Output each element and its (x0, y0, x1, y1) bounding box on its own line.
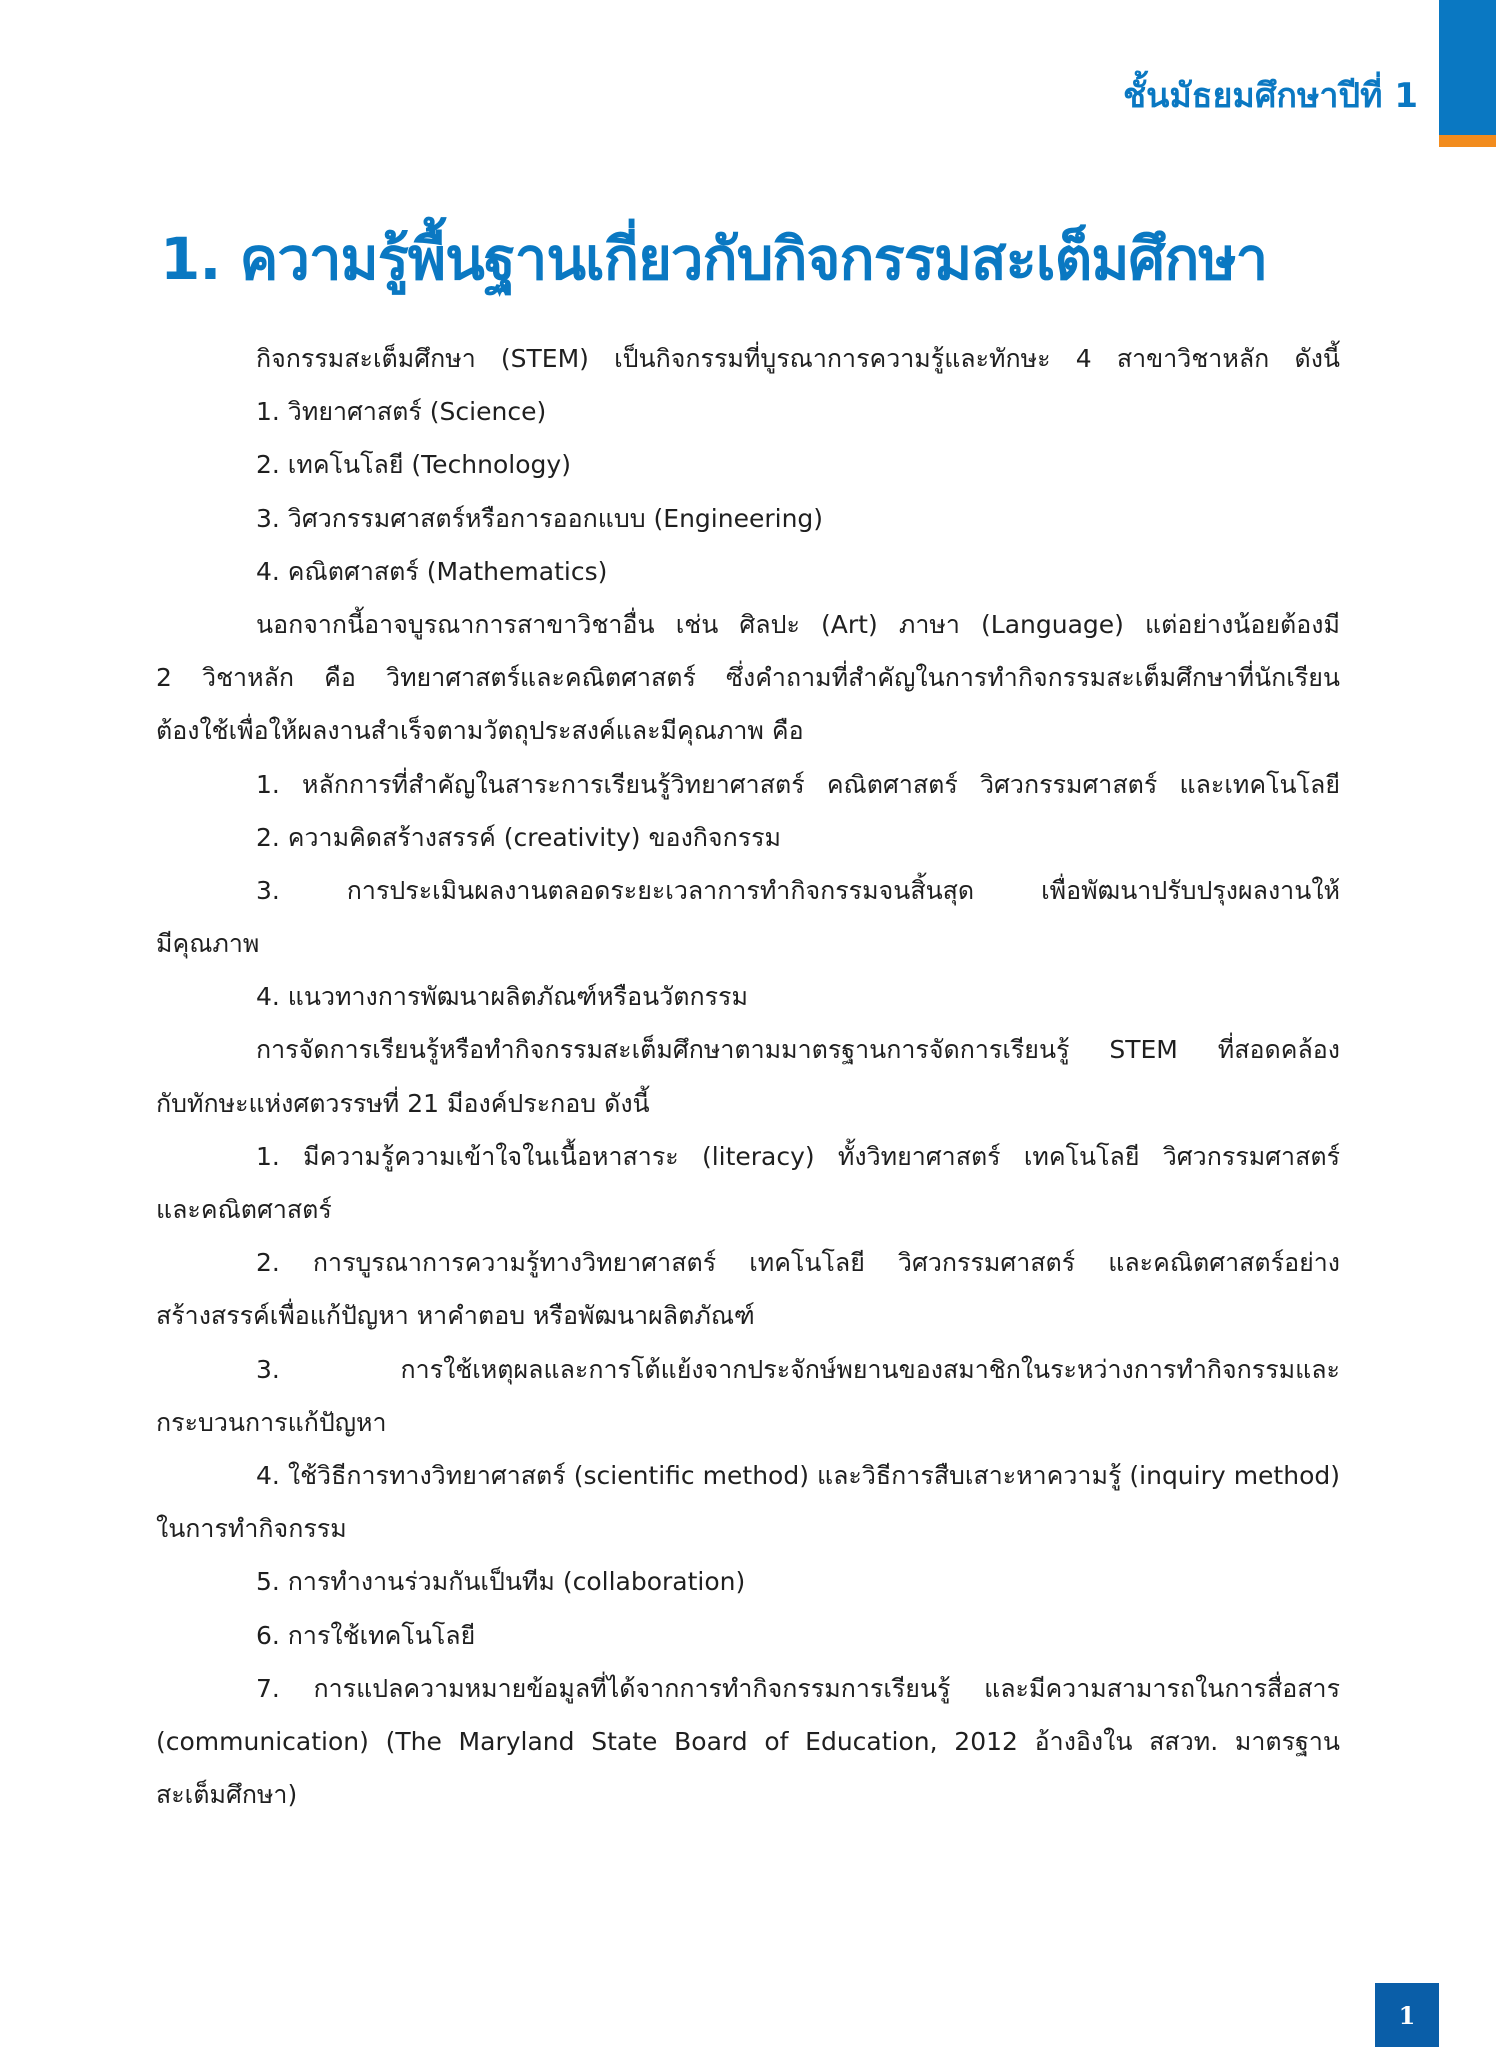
list-item: 3. วิศวกรรมศาสตร์หรือการออกแบบ (Engineering) (256, 503, 824, 533)
list-item: 6. การใช้เทคโนโลยี (256, 1620, 476, 1650)
list-item: 1. หลักการที่สำคัญในสาระการเรียนรู้วิทยาศาสตร์ คณิตศาสตร์ วิศวกรรมศาสตร์ และเทคโนโลยี (256, 769, 1340, 799)
list-item: 2. การบูรณาการความรู้ทางวิทยาศาสตร์ เทคโนโลยี วิศวกรรมศาสตร์ และคณิตศาสตร์อย่าง (256, 1248, 1340, 1278)
page-title: 1. ความรู้พื้นฐานเกี่ยวกับกิจกรรมสะเต็มศึกษา (160, 225, 1268, 293)
list-item-continuation: (communication) (The Maryland State Board of Education, 2012 อ้างอิงใน สสวท. มาตรฐาน (156, 1726, 1340, 1756)
list-item-continuation: กระบวนการแก้ปัญหา (156, 1407, 387, 1437)
list-item: 3. การใช้เหตุผลและการโต้แย้งจากประจักษ์พยานของสมาชิกในระหว่างการทำกิจกรรมและ (256, 1354, 1340, 1384)
paragraph-line: 2 วิชาหลัก คือ วิทยาศาสตร์และคณิตศาสตร์ ซึ่งคำถามที่สำคัญในการทำกิจกรรมสะเต็มศึกษาที่นักเรียน (156, 663, 1340, 693)
paragraph-line: กิจกรรมสะเต็มศึกษา (STEM) เป็นกิจกรรมที่บูรณาการความรู้และทักษะ 4 สาขาวิชาหลัก ดังนี้ (256, 344, 1340, 373)
list-item: 7. การแปลความหมายข้อมูลที่ได้จากการทำกิจกรรมการเรียนรู้ และมีความสามารถในการสื่อสาร (256, 1673, 1340, 1703)
list-item: 4. คณิตศาสตร์ (Mathematics) (256, 556, 608, 586)
corner-tab (1439, 0, 1496, 135)
list-item-continuation: และคณิตศาสตร์ (156, 1195, 332, 1224)
list-item: 5. การทำงานร่วมกันเป็นทีม (collaboration) (256, 1567, 746, 1597)
list-item-continuation: มีคุณภาพ (156, 929, 260, 959)
list-item: 3. การประเมินผลงานตลอดระยะเวลาการทำกิจกรรมจนสิ้นสุด เพื่อพัฒนาปรับปรุงผลงานให้ (256, 875, 1340, 905)
list-item-continuation: สะเต็มศึกษา) (156, 1780, 298, 1810)
list-item-continuation: สร้างสรรค์เพื่อแก้ปัญหา หาคำตอบ หรือพัฒนาผลิตภัณฑ์ (156, 1301, 755, 1331)
list-item: 1. วิทยาศาสตร์ (Science) (256, 397, 547, 427)
paragraph-line: ต้องใช้เพื่อให้ผลงานสำเร็จตามวัตถุประสงค์และมีคุณภาพ คือ (156, 716, 804, 746)
list-item-continuation: ในการทำกิจกรรม (156, 1514, 347, 1544)
paragraph-line: การจัดการเรียนรู้หรือทำกิจกรรมสะเต็มศึกษาตามมาตรฐานการจัดการเรียนรู้ STEM ที่สอดคล้อง (256, 1035, 1340, 1065)
list-item: 2. ความคิดสร้างสรรค์ (creativity) ของกิจกรรม (256, 822, 782, 852)
paragraph-line: นอกจากนี้อาจบูรณาการสาขาวิชาอื่น เช่น ศิลปะ (Art) ภาษา (Language) แต่อย่างน้อยต้องมี (256, 609, 1340, 639)
grade-level-header: ชั้นมัธยมศึกษาปีที่ 1 (1123, 76, 1418, 116)
body-text (156, 332, 1340, 1821)
paragraph-line: กับทักษะแห่งศตวรรษที่ 21 มีองค์ประกอบ ดังนี้ (156, 1088, 650, 1118)
list-item: 4. แนวทางการพัฒนาผลิตภัณฑ์หรือนวัตกรรม (256, 982, 748, 1012)
page-number: 1 (1375, 1983, 1439, 2047)
corner-tab-accent-stripe (1439, 135, 1496, 147)
list-item: 1. มีความรู้ความเข้าใจในเนื้อหาสาระ (literacy) ทั้งวิทยาศาสตร์ เทคโนโลยี วิศวกรรมศาสตร์ (256, 1141, 1340, 1171)
list-item: 2. เทคโนโลยี (Technology) (256, 450, 571, 480)
list-item: 4. ใช้วิธีการทางวิทยาศาสตร์ (scientific method) และวิธีการสืบเสาะหาความรู้ (inquiry method) (256, 1460, 1340, 1490)
